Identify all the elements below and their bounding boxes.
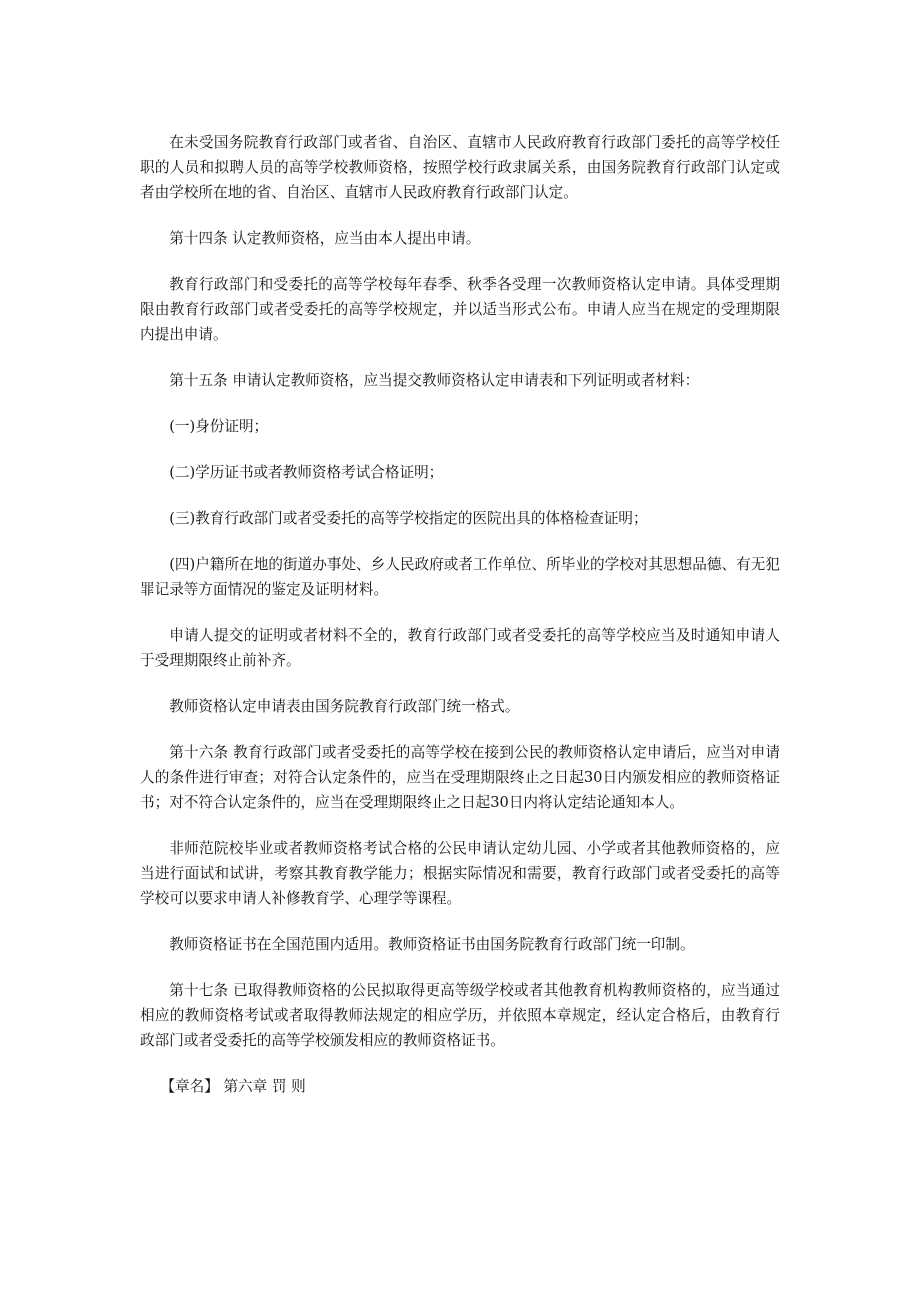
paragraph-12: 非师范院校毕业或者教师资格考试合格的公民申请认定幼儿园、小学或者其他教师资格的，应当进行面试和试讲，考察其教育教学能力；根据实际情况和需要，教育行政部门或者受委托的高等学校可以要求申请人补修教育学、心理学等课程。 (140, 840, 780, 907)
paragraph-article-16: 第十六条 教育行政部门或者受委托的高等学校在接到公民的教师资格认定申请后，应当对申请人的条件进行审查；对符合认定条件的，应当在受理期限终止之日起30日内颁发相应的教师资格证书；对不符合认定条件的，应当在受理期限终止之日起30日内将认定结论通知本人。 (140, 744, 780, 811)
paragraph-13: 教师资格证书在全国范围内适用。教师资格证书由国务院教育行政部门统一印制。 (169, 936, 695, 953)
paragraph-article-15: 第十五条 申请认定教师资格，应当提交教师资格认定申请表和下列证明或者材料： (169, 372, 700, 389)
list-item-1: (一)身份证明； (169, 418, 269, 435)
paragraph-3: 教育行政部门和受委托的高等学校每年春季、秋季各受理一次教师资格认定申请。具体受理期限由教育行政部门或者受委托的高等学校规定，并以适当形式公布。申请人应当在规定的受理期限内提出申请。 (140, 276, 780, 343)
chapter-heading: 【章名】 第六章 罚 则 (160, 1078, 306, 1095)
document-body (140, 130, 780, 1099)
list-item-3: (三)教育行政部门或者受委托的高等学校指定的医院出具的体格检查证明； (169, 510, 648, 527)
paragraph-article-14: 第十四条 认定教师资格，应当由本人提出申请。 (169, 230, 481, 247)
paragraph-10: 教师资格认定申请表由国务院教育行政部门统一格式。 (169, 698, 520, 715)
paragraph-1: 在未受国务院教育行政部门或者省、自治区、直辖市人民政府教育行政部门委托的高等学校任职的人员和拟聘人员的高等学校教师资格，按照学校行政隶属关系，由国务院教育行政部门认定或者由学校所在地的省、自治区、直辖市人民政府教育行政部门认定。 (140, 134, 780, 201)
list-item-2: (二)学历证书或者教师资格考试合格证明； (169, 464, 444, 481)
paragraph-9: 申请人提交的证明或者材料不全的，教育行政部门或者受委托的高等学校应当及时通知申请人于受理期限终止前补齐。 (140, 627, 780, 669)
list-item-4: (四)户籍所在地的街道办事处、乡人民政府或者工作单位、所毕业的学校对其思想品德、有无犯罪记录等方面情况的鉴定及证明材料。 (140, 556, 780, 598)
paragraph-article-17: 第十七条 已取得教师资格的公民拟取得更高等级学校或者其他教育机构教师资格的，应当通过相应的教师资格考试或者取得教师法规定的相应学历，并依照本章规定，经认定合格后，由教育行政部门或者受委托的高等学校颁发相应的教师资格证书。 (140, 982, 780, 1049)
